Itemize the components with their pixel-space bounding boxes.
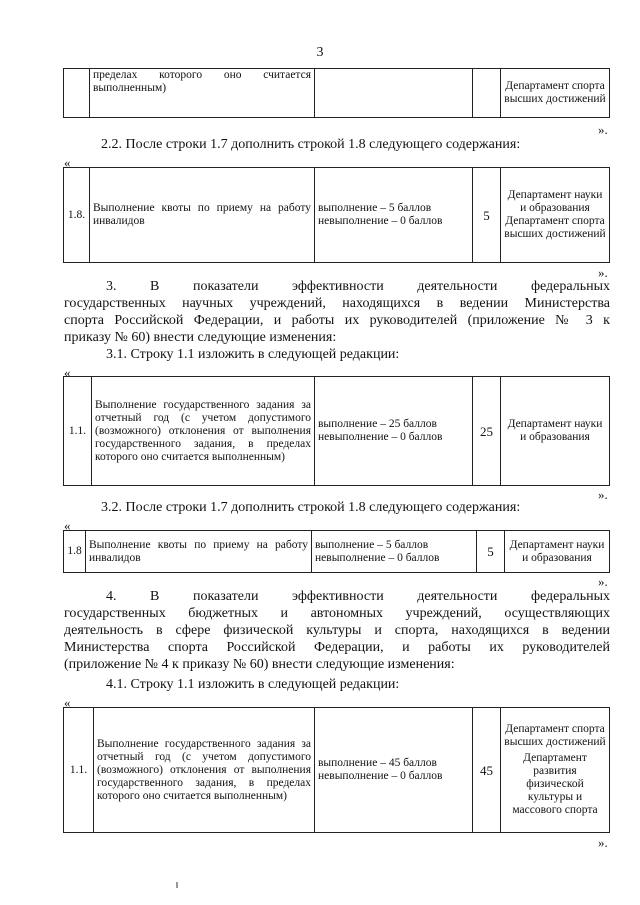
closing-quote: ». xyxy=(598,122,608,137)
indicator-cell: Выполнение квоты по приему на работу инвалидов xyxy=(86,531,312,573)
row-number-cell: 1.1. xyxy=(64,708,94,833)
criteria-cell xyxy=(315,377,473,486)
paragraph-line: деятельность в сфере физической культуры и спорта, находящихся в ведении xyxy=(64,623,610,638)
paragraph-line: спорта Российской Федерации, и работы их руководителей (приложение № 3 к xyxy=(64,313,610,328)
page-number: 3 xyxy=(316,45,324,60)
paragraph-line: 4. В показатели эффективности деятельности федеральных xyxy=(106,589,610,604)
section-heading-3-2: 3.2. После строки 1.7 дополнить строкой 1.8 следующего содержания: xyxy=(101,500,521,515)
score-cell: 45 xyxy=(473,708,501,833)
row-number-cell xyxy=(64,69,90,118)
score-cell: 25 xyxy=(473,377,501,486)
criteria-line: выполнение – 5 баллов xyxy=(315,538,429,551)
score-cell: 5 xyxy=(477,531,505,573)
paragraph-3 xyxy=(64,278,610,346)
department-cell xyxy=(501,168,610,263)
score-cell: 5 xyxy=(473,168,501,263)
criteria-line: невыполнение – 0 баллов xyxy=(315,551,440,564)
criteria-cell xyxy=(315,69,473,118)
table-3-2 xyxy=(63,530,610,573)
criteria-line: выполнение – 25 баллов xyxy=(318,418,437,430)
department-cell xyxy=(501,69,610,118)
department-cell xyxy=(501,708,610,833)
scan-mark xyxy=(176,882,178,888)
opening-quote: « xyxy=(64,155,71,170)
paragraph-line: государственных научных учреждений, находящихся в ведении Министерства xyxy=(64,296,610,311)
criteria-line: невыполнение – 0 баллов xyxy=(318,770,443,782)
paragraph-line: государственных бюджетных и автономных учреждений, осуществляющих xyxy=(64,606,610,621)
criteria-line: невыполнение – 0 баллов xyxy=(318,215,443,227)
section-heading-3-1: 3.1. Строку 1.1 изложить в следующей редакции: xyxy=(106,347,400,362)
row-number-cell: 1.1. xyxy=(64,377,92,486)
indicator-cell: Выполнение государственного задания за отчетный год (с учетом допустимого (возможного) отклонения от выполнения государственного задания, в пределах которого оно считается выполненным) xyxy=(94,708,315,833)
paragraph-line: Министерства спорта Российской Федерации, и работы их руководителей xyxy=(64,640,610,655)
table-3-1 xyxy=(63,376,610,486)
paragraph-line: приказу № 60) внести следующие изменения: xyxy=(64,330,337,345)
department-name: Департамент спорта высших достижений xyxy=(504,215,606,240)
department-name: Департамент науки и образования xyxy=(507,189,603,214)
department-cell xyxy=(501,377,610,486)
indicator-cell: Выполнение государственного задания за отчетный год (с учетом допустимого (возможного) отклонения от выполнения государственного задания, в пределах которого оно считается выполненным) xyxy=(92,377,315,486)
row-number-cell: 1.8 xyxy=(64,531,86,573)
paragraph-4 xyxy=(64,588,610,673)
table-top-continuation xyxy=(63,68,610,118)
indicator-cell: пределах которого оно считается выполненным) xyxy=(90,69,315,118)
closing-quote: ». xyxy=(598,487,608,502)
criteria-line: невыполнение – 0 баллов xyxy=(318,431,443,443)
department-name: Департамент спорта высших достижений xyxy=(504,723,606,748)
department-cell xyxy=(505,531,610,573)
table-4-1 xyxy=(63,707,610,833)
closing-quote: ». xyxy=(598,835,608,850)
row-number-cell: 1.8. xyxy=(64,168,90,263)
criteria-cell xyxy=(312,531,477,573)
score-cell xyxy=(473,69,501,118)
criteria-line: выполнение – 45 баллов xyxy=(318,757,437,769)
opening-quote: « xyxy=(64,695,71,710)
department-name: Департамент науки и образования xyxy=(507,418,603,443)
criteria-cell xyxy=(315,708,473,833)
table-2-2 xyxy=(63,167,610,263)
section-heading-4-1: 4.1. Строку 1.1 изложить в следующей редакции: xyxy=(106,677,400,692)
opening-quote: « xyxy=(64,518,71,533)
criteria-line: выполнение – 5 баллов xyxy=(318,202,432,214)
department-name: Департамент спорта высших достижений xyxy=(504,80,606,105)
department-name: Департамент развития физической культуры и массового спорта xyxy=(512,752,598,816)
criteria-cell xyxy=(315,168,473,263)
department-name: Департамент науки и образования xyxy=(509,538,605,564)
paragraph-line: 3. В показатели эффективности деятельности федеральных xyxy=(106,279,610,294)
closing-quote: ». xyxy=(598,265,608,280)
opening-quote: « xyxy=(64,365,71,380)
paragraph-line: (приложение № 4 к приказу № 60) внести следующие изменения: xyxy=(64,657,455,672)
closing-quote: ». xyxy=(598,574,608,589)
indicator-cell: Выполнение квоты по приему на работу инвалидов xyxy=(90,168,315,263)
section-heading-2-2: 2.2. После строки 1.7 дополнить строкой 1.8 следующего содержания: xyxy=(101,137,521,152)
